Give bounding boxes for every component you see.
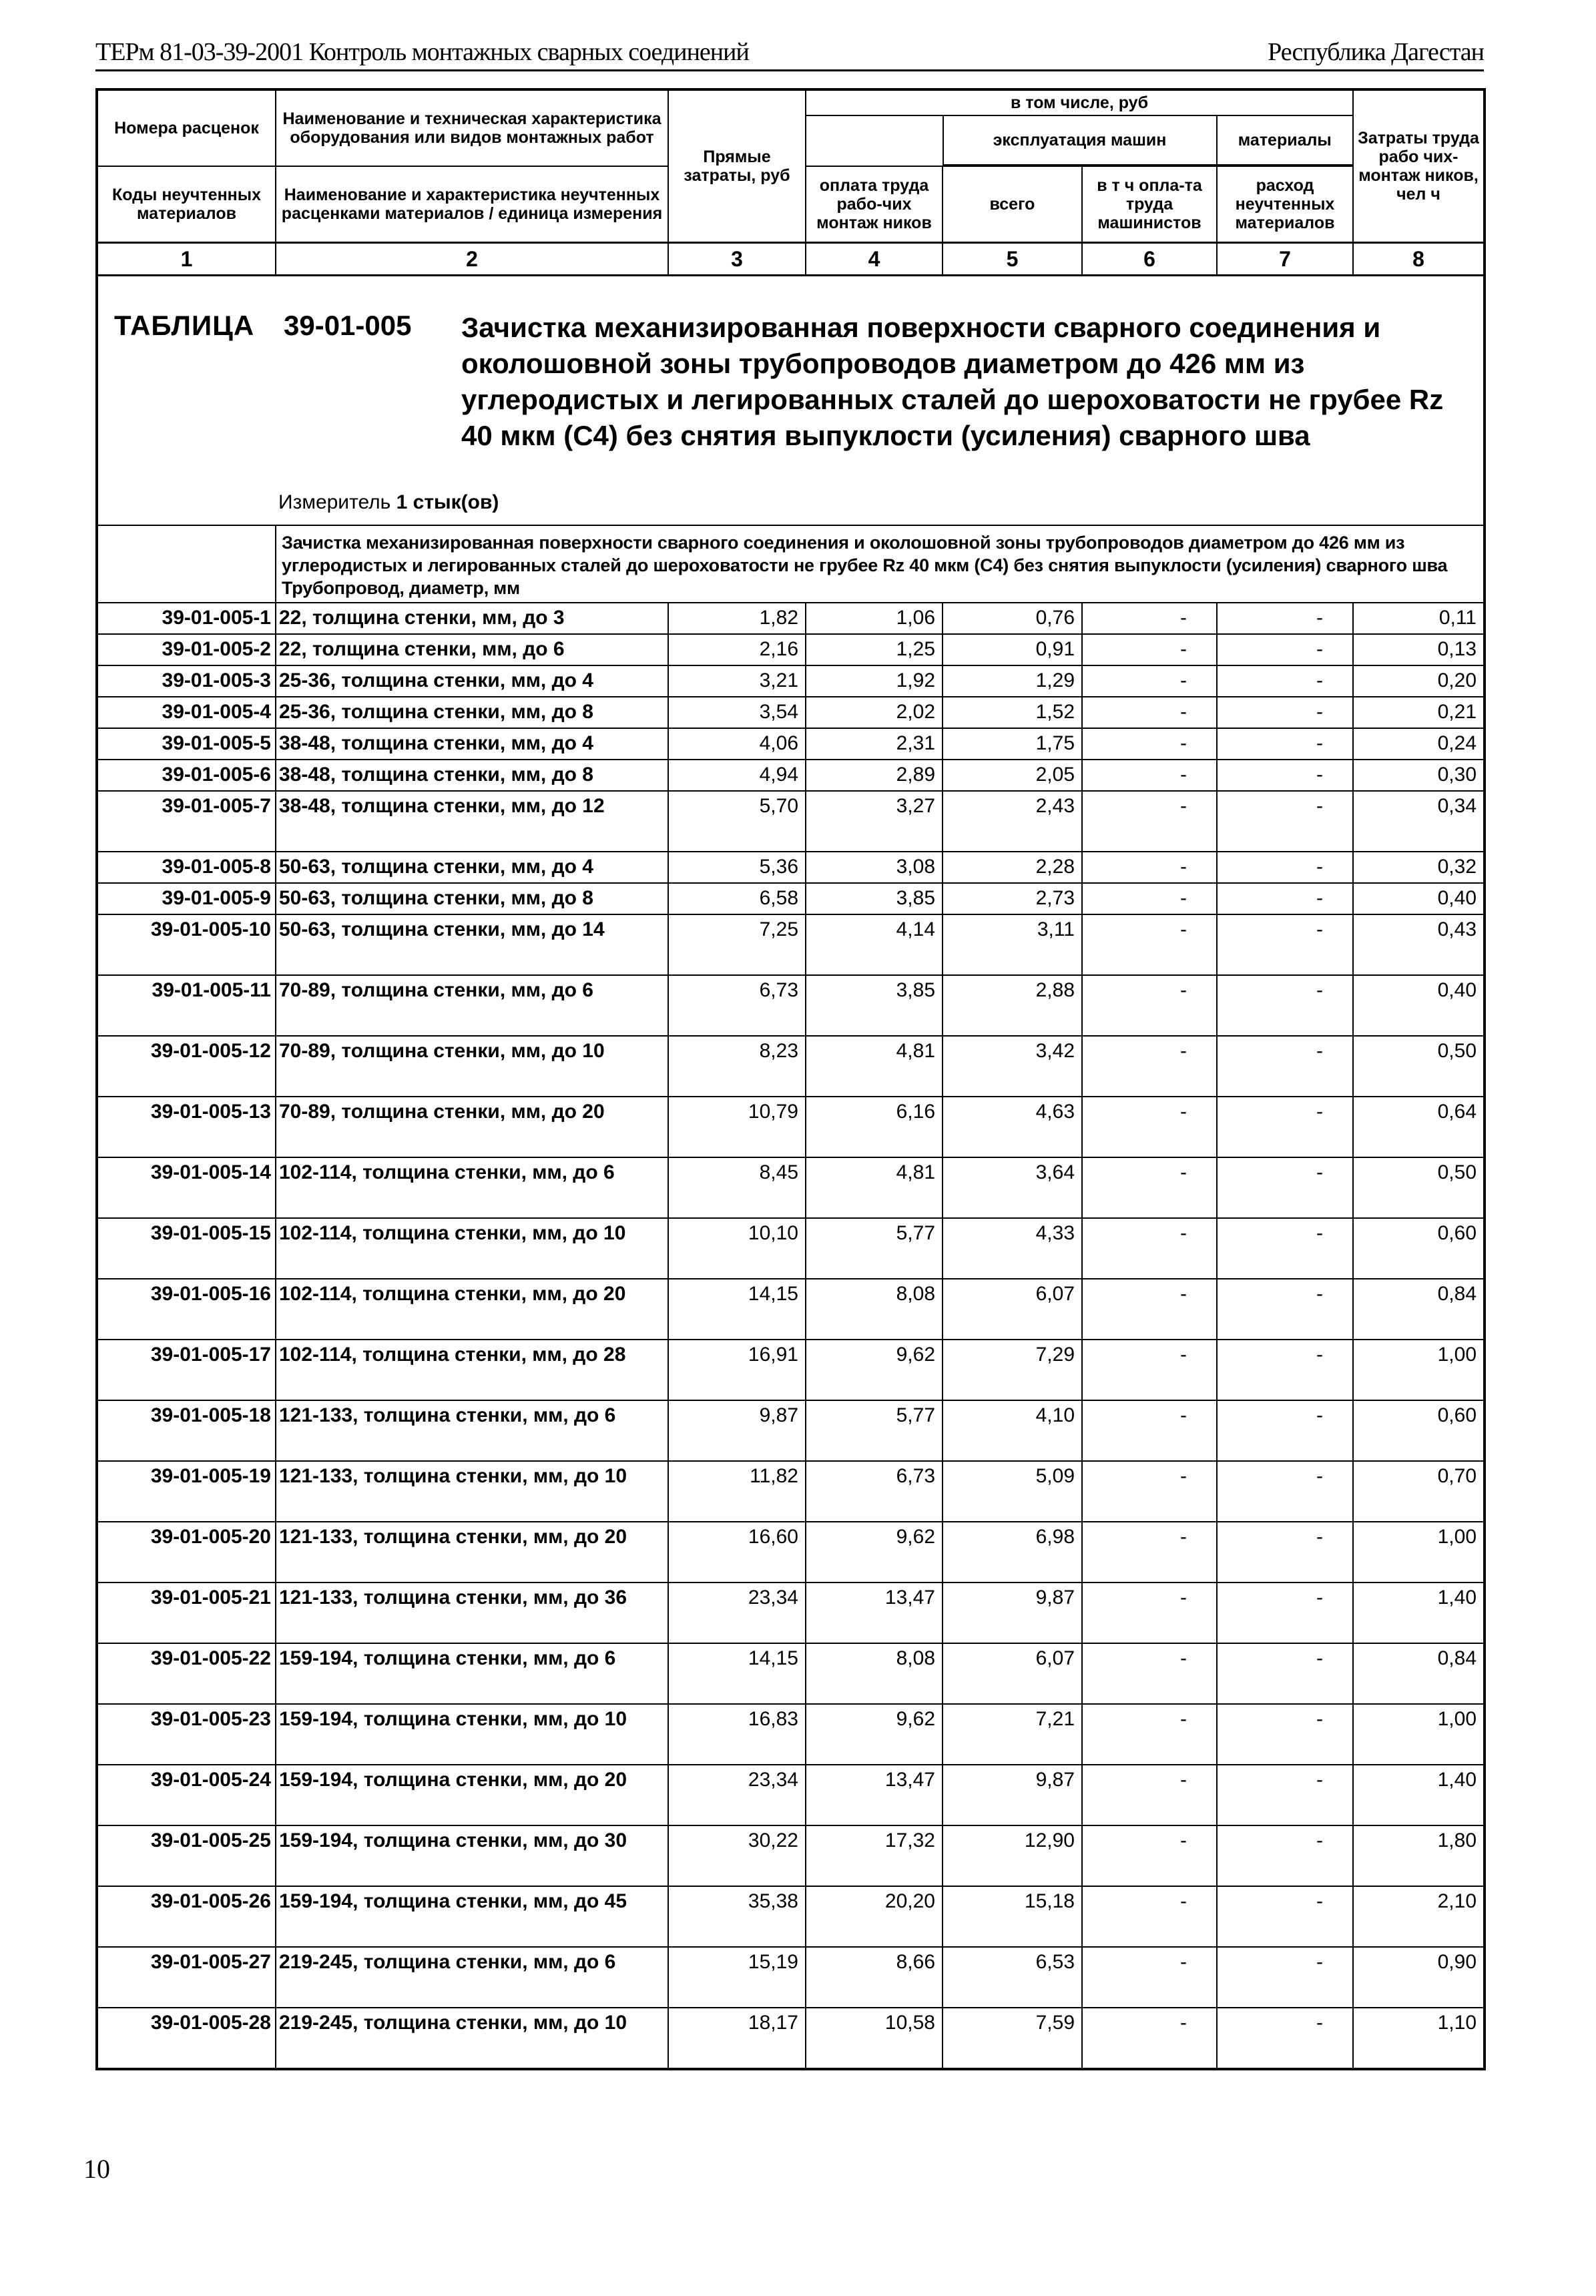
materials-value: -	[1217, 1218, 1353, 1279]
header-material-name: Наименование и характеристика неучтенных расценками материалов / единица измерения	[276, 166, 668, 243]
direct-costs-value: 1,82	[668, 603, 806, 634]
machinist-pay-value: -	[1082, 1097, 1217, 1157]
materials-value: -	[1217, 1765, 1353, 1825]
machinist-pay-value: -	[1082, 914, 1217, 975]
table-row	[97, 634, 1485, 665]
machines-total-value: 9,87	[943, 1583, 1082, 1643]
labor-costs-value: 0,40	[1353, 975, 1485, 1036]
labor-costs-value: 0,20	[1353, 665, 1485, 697]
column-number: 7	[1217, 243, 1353, 276]
machinist-pay-value: -	[1082, 852, 1217, 883]
materials-value: -	[1217, 852, 1353, 883]
rate-code: 39-01-005-15	[97, 1218, 276, 1279]
rate-code: 39-01-005-16	[97, 1279, 276, 1340]
labor-costs-value: 0,43	[1353, 914, 1485, 975]
direct-costs-value: 5,36	[668, 852, 806, 883]
machines-total-value: 3,64	[943, 1157, 1082, 1218]
table-row	[97, 1157, 1485, 1218]
machinist-pay-value: -	[1082, 1036, 1217, 1097]
table-row	[97, 697, 1485, 728]
materials-value: -	[1217, 975, 1353, 1036]
rate-code: 39-01-005-6	[97, 760, 276, 791]
labor-costs-value: 0,84	[1353, 1643, 1485, 1704]
machinist-pay-value: -	[1082, 665, 1217, 697]
table-row	[97, 1825, 1485, 1886]
machines-total-value: 1,29	[943, 665, 1082, 697]
table-row	[97, 665, 1485, 697]
worker-pay-value: 9,62	[806, 1340, 943, 1400]
work-description: 22, толщина стенки, мм, до 6	[276, 634, 668, 665]
machinist-pay-value: -	[1082, 2008, 1217, 2069]
direct-costs-value: 4,06	[668, 728, 806, 760]
direct-costs-value: 23,34	[668, 1765, 806, 1825]
worker-pay-value: 3,85	[806, 975, 943, 1036]
machinist-pay-value: -	[1082, 1704, 1217, 1765]
table-title-block	[97, 276, 1485, 526]
worker-pay-value: 5,77	[806, 1218, 943, 1279]
work-description: 121-133, толщина стенки, мм, до 10	[276, 1461, 668, 1522]
table-row	[97, 883, 1485, 914]
rate-code: 39-01-005-8	[97, 852, 276, 883]
worker-pay-value: 6,73	[806, 1461, 943, 1522]
labor-costs-value: 0,60	[1353, 1218, 1485, 1279]
labor-costs-value: 0,40	[1353, 883, 1485, 914]
labor-costs-value: 1,00	[1353, 1704, 1485, 1765]
machines-total-value: 12,90	[943, 1825, 1082, 1886]
header-including: в том числе, руб	[806, 91, 1352, 116]
work-description: 219-245, толщина стенки, мм, до 6	[276, 1947, 668, 2008]
labor-costs-value: 0,13	[1353, 634, 1485, 665]
worker-pay-value: 8,08	[806, 1279, 943, 1340]
header-machine-total: всего	[943, 166, 1082, 243]
materials-value: -	[1217, 1522, 1353, 1583]
materials-value: -	[1217, 1340, 1353, 1400]
machinist-pay-value: -	[1082, 1461, 1217, 1522]
machinist-pay-value: -	[1082, 728, 1217, 760]
header-row-1	[97, 89, 1485, 166]
work-description: 22, толщина стенки, мм, до 3	[276, 603, 668, 634]
header-materials-consumption: расход неучтенных материалов	[1217, 166, 1353, 243]
materials-value: -	[1217, 634, 1353, 665]
machines-total-value: 2,28	[943, 852, 1082, 883]
rate-code: 39-01-005-4	[97, 697, 276, 728]
worker-pay-value: 4,81	[806, 1036, 943, 1097]
worker-pay-value: 13,47	[806, 1765, 943, 1825]
direct-costs-value: 6,58	[668, 883, 806, 914]
measure-value: 1 стык(ов)	[396, 491, 499, 513]
table-row	[97, 1279, 1485, 1340]
table-row	[97, 1704, 1485, 1765]
worker-pay-value: 13,47	[806, 1583, 943, 1643]
labor-costs-value: 2,10	[1353, 1886, 1485, 1947]
work-description: 159-194, толщина стенки, мм, до 10	[276, 1704, 668, 1765]
materials-value: -	[1217, 1643, 1353, 1704]
column-number: 2	[276, 243, 668, 276]
table-row	[97, 852, 1485, 883]
measure-unit	[278, 491, 499, 514]
machinist-pay-value: -	[1082, 975, 1217, 1036]
materials-value: -	[1217, 697, 1353, 728]
work-description: 121-133, толщина стенки, мм, до 20	[276, 1522, 668, 1583]
header-material-codes: Коды неучтенных материалов	[97, 166, 276, 243]
header-materials: материалы	[1218, 116, 1353, 166]
direct-costs-value: 2,16	[668, 634, 806, 665]
rate-code: 39-01-005-11	[97, 975, 276, 1036]
rate-code: 39-01-005-1	[97, 603, 276, 634]
machinist-pay-value: -	[1082, 883, 1217, 914]
table-row	[97, 728, 1485, 760]
work-description: 121-133, толщина стенки, мм, до 6	[276, 1400, 668, 1461]
machines-total-value: 2,73	[943, 883, 1082, 914]
machinist-pay-value: -	[1082, 1218, 1217, 1279]
machinist-pay-value: -	[1082, 1157, 1217, 1218]
labor-costs-value: 1,00	[1353, 1522, 1485, 1583]
materials-value: -	[1217, 1036, 1353, 1097]
direct-costs-value: 16,91	[668, 1340, 806, 1400]
machines-total-value: 5,09	[943, 1461, 1082, 1522]
machinist-pay-value: -	[1082, 760, 1217, 791]
machinist-pay-value: -	[1082, 603, 1217, 634]
labor-costs-value: 1,10	[1353, 2008, 1485, 2069]
rate-code: 39-01-005-28	[97, 2008, 276, 2069]
rate-code: 39-01-005-17	[97, 1340, 276, 1400]
materials-value: -	[1217, 760, 1353, 791]
worker-pay-value: 1,06	[806, 603, 943, 634]
materials-value: -	[1217, 603, 1353, 634]
machines-total-value: 0,91	[943, 634, 1082, 665]
machinist-pay-value: -	[1082, 1400, 1217, 1461]
rate-code: 39-01-005-12	[97, 1036, 276, 1097]
worker-pay-value: 3,27	[806, 791, 943, 852]
machinist-pay-value: -	[1082, 1947, 1217, 2008]
header-machinist-pay: в т ч опла-та труда машинистов	[1082, 166, 1217, 243]
machines-total-value: 6,53	[943, 1947, 1082, 2008]
materials-value: -	[1217, 1886, 1353, 1947]
work-description: 25-36, толщина стенки, мм, до 4	[276, 665, 668, 697]
labor-costs-value: 0,21	[1353, 697, 1485, 728]
header-including-block	[806, 89, 1353, 166]
direct-costs-value: 3,54	[668, 697, 806, 728]
table-row	[97, 1400, 1485, 1461]
machines-total-value: 0,76	[943, 603, 1082, 634]
region-name: Республика Дагестан	[1268, 38, 1484, 66]
labor-costs-value: 0,11	[1353, 603, 1485, 634]
work-description: 219-245, толщина стенки, мм, до 10	[276, 2008, 668, 2069]
direct-costs-value: 5,70	[668, 791, 806, 852]
machines-total-value: 7,21	[943, 1704, 1082, 1765]
column-number: 4	[806, 243, 943, 276]
machinist-pay-value: -	[1082, 1886, 1217, 1947]
machinist-pay-value: -	[1082, 1340, 1217, 1400]
machinist-pay-value: -	[1082, 1279, 1217, 1340]
machines-total-value: 15,18	[943, 1886, 1082, 1947]
direct-costs-value: 18,17	[668, 2008, 806, 2069]
worker-pay-value: 8,66	[806, 1947, 943, 2008]
worker-pay-value: 4,81	[806, 1157, 943, 1218]
worker-pay-value: 10,58	[806, 2008, 943, 2069]
rate-code: 39-01-005-22	[97, 1643, 276, 1704]
materials-value: -	[1217, 1279, 1353, 1340]
labor-costs-value: 0,84	[1353, 1279, 1485, 1340]
machines-total-value: 7,59	[943, 2008, 1082, 2069]
header-direct-costs: Прямые затраты, руб	[668, 89, 806, 243]
table-row	[97, 603, 1485, 634]
labor-costs-value: 0,50	[1353, 1157, 1485, 1218]
direct-costs-value: 3,21	[668, 665, 806, 697]
running-header	[95, 37, 1484, 71]
rate-code: 39-01-005-20	[97, 1522, 276, 1583]
worker-pay-value: 8,08	[806, 1643, 943, 1704]
rate-code: 39-01-005-19	[97, 1461, 276, 1522]
work-description: 159-194, толщина стенки, мм, до 20	[276, 1765, 668, 1825]
header-labor-costs: Затраты труда рабо чих-монтаж ников, чел ч	[1353, 89, 1485, 243]
machines-total-value: 9,87	[943, 1765, 1082, 1825]
table-title: Зачистка механизированная поверхности сварного соединения и околошовной зоны трубопроводов диаметром до 426 мм из углеродистых и легированных сталей до шероховатости не грубее Rz 40 мкм (С4) без снятия выпуклости (усиления) сварного шва	[461, 312, 1444, 451]
rate-code: 39-01-005-14	[97, 1157, 276, 1218]
table-label: ТАБЛИЦА	[114, 310, 255, 341]
rate-code: 39-01-005-23	[97, 1704, 276, 1765]
column-number: 6	[1082, 243, 1217, 276]
direct-costs-value: 10,10	[668, 1218, 806, 1279]
materials-value: -	[1217, 1097, 1353, 1157]
table-row	[97, 1522, 1485, 1583]
header-machine-operation: эксплуатация машин	[944, 116, 1218, 166]
materials-value: -	[1217, 665, 1353, 697]
table-row	[97, 1218, 1485, 1279]
work-description: 70-89, толщина стенки, мм, до 6	[276, 975, 668, 1036]
header-worker-pay: оплата труда рабо-чих монтаж ников	[806, 166, 943, 243]
labor-costs-value: 1,40	[1353, 1765, 1485, 1825]
worker-pay-value: 20,20	[806, 1886, 943, 1947]
table-row	[97, 975, 1485, 1036]
column-numbers-row	[97, 243, 1485, 276]
machinist-pay-value: -	[1082, 697, 1217, 728]
machines-total-value: 2,88	[943, 975, 1082, 1036]
labor-costs-value: 1,40	[1353, 1583, 1485, 1643]
worker-pay-value: 9,62	[806, 1522, 943, 1583]
machines-total-value: 4,33	[943, 1218, 1082, 1279]
rate-code: 39-01-005-18	[97, 1400, 276, 1461]
machines-total-value: 7,29	[943, 1340, 1082, 1400]
materials-value: -	[1217, 1825, 1353, 1886]
materials-value: -	[1217, 1583, 1353, 1643]
labor-costs-value: 0,34	[1353, 791, 1485, 852]
column-number: 8	[1353, 243, 1485, 276]
machinist-pay-value: -	[1082, 1825, 1217, 1886]
machines-total-value: 2,05	[943, 760, 1082, 791]
rate-code: 39-01-005-21	[97, 1583, 276, 1643]
direct-costs-value: 10,79	[668, 1097, 806, 1157]
rate-code: 39-01-005-26	[97, 1886, 276, 1947]
worker-pay-value: 17,32	[806, 1825, 943, 1886]
materials-value: -	[1217, 1400, 1353, 1461]
machines-total-value: 2,43	[943, 791, 1082, 852]
measure-label: Измеритель	[278, 491, 391, 513]
machinist-pay-value: -	[1082, 1522, 1217, 1583]
work-description: 38-48, толщина стенки, мм, до 12	[276, 791, 668, 852]
rate-code: 39-01-005-25	[97, 1825, 276, 1886]
work-description: 70-89, толщина стенки, мм, до 20	[276, 1097, 668, 1157]
rate-code: 39-01-005-7	[97, 791, 276, 852]
materials-value: -	[1217, 791, 1353, 852]
machines-total-value: 3,42	[943, 1036, 1082, 1097]
labor-costs-value: 0,64	[1353, 1097, 1485, 1157]
table-row	[97, 1097, 1485, 1157]
table-row	[97, 1947, 1485, 2008]
direct-costs-value: 11,82	[668, 1461, 806, 1522]
direct-costs-value: 6,73	[668, 975, 806, 1036]
worker-pay-value: 5,77	[806, 1400, 943, 1461]
header-rate-numbers: Номера расценок	[97, 89, 276, 166]
direct-costs-value: 8,45	[668, 1157, 806, 1218]
labor-costs-value: 1,80	[1353, 1825, 1485, 1886]
rates-table	[95, 88, 1486, 2070]
worker-pay-value: 1,25	[806, 634, 943, 665]
worker-pay-value: 4,14	[806, 914, 943, 975]
direct-costs-value: 16,83	[668, 1704, 806, 1765]
direct-costs-value: 16,60	[668, 1522, 806, 1583]
table-row	[97, 1886, 1485, 1947]
machinist-pay-value: -	[1082, 1643, 1217, 1704]
materials-value: -	[1217, 914, 1353, 975]
table-row	[97, 791, 1485, 852]
machines-total-value: 4,10	[943, 1400, 1082, 1461]
worker-pay-value: 9,62	[806, 1704, 943, 1765]
work-description: 159-194, толщина стенки, мм, до 45	[276, 1886, 668, 1947]
work-description: 38-48, толщина стенки, мм, до 8	[276, 760, 668, 791]
direct-costs-value: 8,23	[668, 1036, 806, 1097]
worker-pay-value: 2,89	[806, 760, 943, 791]
table-row	[97, 1643, 1485, 1704]
worker-pay-value: 3,85	[806, 883, 943, 914]
labor-costs-value: 0,90	[1353, 1947, 1485, 2008]
labor-costs-value: 0,24	[1353, 728, 1485, 760]
machines-total-value: 1,52	[943, 697, 1082, 728]
direct-costs-value: 4,94	[668, 760, 806, 791]
work-description: 159-194, толщина стенки, мм, до 30	[276, 1825, 668, 1886]
machinist-pay-value: -	[1082, 634, 1217, 665]
machinist-pay-value: -	[1082, 1583, 1217, 1643]
work-description: 121-133, толщина стенки, мм, до 36	[276, 1583, 668, 1643]
work-description: 159-194, толщина стенки, мм, до 6	[276, 1643, 668, 1704]
direct-costs-value: 35,38	[668, 1886, 806, 1947]
materials-value: -	[1217, 728, 1353, 760]
worker-pay-value: 1,92	[806, 665, 943, 697]
direct-costs-value: 14,15	[668, 1279, 806, 1340]
direct-costs-value: 9,87	[668, 1400, 806, 1461]
work-description: 102-114, толщина стенки, мм, до 20	[276, 1279, 668, 1340]
rate-code: 39-01-005-10	[97, 914, 276, 975]
labor-costs-value: 0,32	[1353, 852, 1485, 883]
work-description: 38-48, толщина стенки, мм, до 4	[276, 728, 668, 760]
work-description: 50-63, толщина стенки, мм, до 14	[276, 914, 668, 975]
work-description: 50-63, толщина стенки, мм, до 8	[276, 883, 668, 914]
rate-code: 39-01-005-24	[97, 1765, 276, 1825]
machines-total-value: 3,11	[943, 914, 1082, 975]
rate-code: 39-01-005-2	[97, 634, 276, 665]
table-row	[97, 914, 1485, 975]
materials-value: -	[1217, 883, 1353, 914]
column-number: 5	[943, 243, 1082, 276]
table-row	[97, 2008, 1485, 2069]
direct-costs-value: 7,25	[668, 914, 806, 975]
rate-code: 39-01-005-27	[97, 1947, 276, 2008]
table-title-row	[97, 276, 1485, 526]
labor-costs-value: 0,60	[1353, 1400, 1485, 1461]
direct-costs-value: 14,15	[668, 1643, 806, 1704]
machinist-pay-value: -	[1082, 791, 1217, 852]
labor-costs-value: 0,30	[1353, 760, 1485, 791]
group-heading: Зачистка механизированная поверхности сварного соединения и околошовной зоны трубопроводов диаметром до 426 мм из углеродистых и легированных сталей до шероховатости не грубее Rz 40 мкм (С4) без снятия выпуклости (усиления) сварного шва Трубопровод, диаметр, мм	[276, 525, 1485, 603]
rate-code: 39-01-005-3	[97, 665, 276, 697]
work-description: 70-89, толщина стенки, мм, до 10	[276, 1036, 668, 1097]
materials-value: -	[1217, 2008, 1353, 2069]
worker-pay-value: 2,31	[806, 728, 943, 760]
machines-total-value: 6,98	[943, 1522, 1082, 1583]
table-row	[97, 1583, 1485, 1643]
column-number: 3	[668, 243, 806, 276]
work-description: 50-63, толщина стенки, мм, до 4	[276, 852, 668, 883]
direct-costs-value: 15,19	[668, 1947, 806, 2008]
worker-pay-value: 2,02	[806, 697, 943, 728]
table-row	[97, 1340, 1485, 1400]
work-description: 102-114, толщина стенки, мм, до 28	[276, 1340, 668, 1400]
machines-total-value: 1,75	[943, 728, 1082, 760]
group-heading-row	[97, 525, 1485, 603]
materials-value: -	[1217, 1947, 1353, 2008]
work-description: 25-36, толщина стенки, мм, до 8	[276, 697, 668, 728]
materials-value: -	[1217, 1157, 1353, 1218]
direct-costs-value: 30,22	[668, 1825, 806, 1886]
rate-code: 39-01-005-13	[97, 1097, 276, 1157]
machines-total-value: 4,63	[943, 1097, 1082, 1157]
materials-value: -	[1217, 1461, 1353, 1522]
table-row	[97, 760, 1485, 791]
labor-costs-value: 1,00	[1353, 1340, 1485, 1400]
document-title: ТЕРм 81-03-39-2001 Контроль монтажных сварных соединений	[95, 38, 749, 66]
machines-total-value: 6,07	[943, 1279, 1082, 1340]
rate-code: 39-01-005-5	[97, 728, 276, 760]
page-number: 10	[83, 2154, 110, 2184]
labor-costs-value: 0,70	[1353, 1461, 1485, 1522]
column-number: 1	[97, 243, 276, 276]
materials-value: -	[1217, 1704, 1353, 1765]
worker-pay-value: 3,08	[806, 852, 943, 883]
work-description: 102-114, толщина стенки, мм, до 10	[276, 1218, 668, 1279]
worker-pay-value: 6,16	[806, 1097, 943, 1157]
work-description: 102-114, толщина стенки, мм, до 6	[276, 1157, 668, 1218]
table-row	[97, 1765, 1485, 1825]
machinist-pay-value: -	[1082, 1765, 1217, 1825]
table-code: 39-01-005	[284, 310, 412, 341]
header-work-name: Наименование и техническая характеристика оборудования или видов монтажных работ	[276, 89, 668, 166]
table-row	[97, 1036, 1485, 1097]
table-row	[97, 1461, 1485, 1522]
labor-costs-value: 0,50	[1353, 1036, 1485, 1097]
direct-costs-value: 23,34	[668, 1583, 806, 1643]
machines-total-value: 6,07	[943, 1643, 1082, 1704]
rate-code: 39-01-005-9	[97, 883, 276, 914]
